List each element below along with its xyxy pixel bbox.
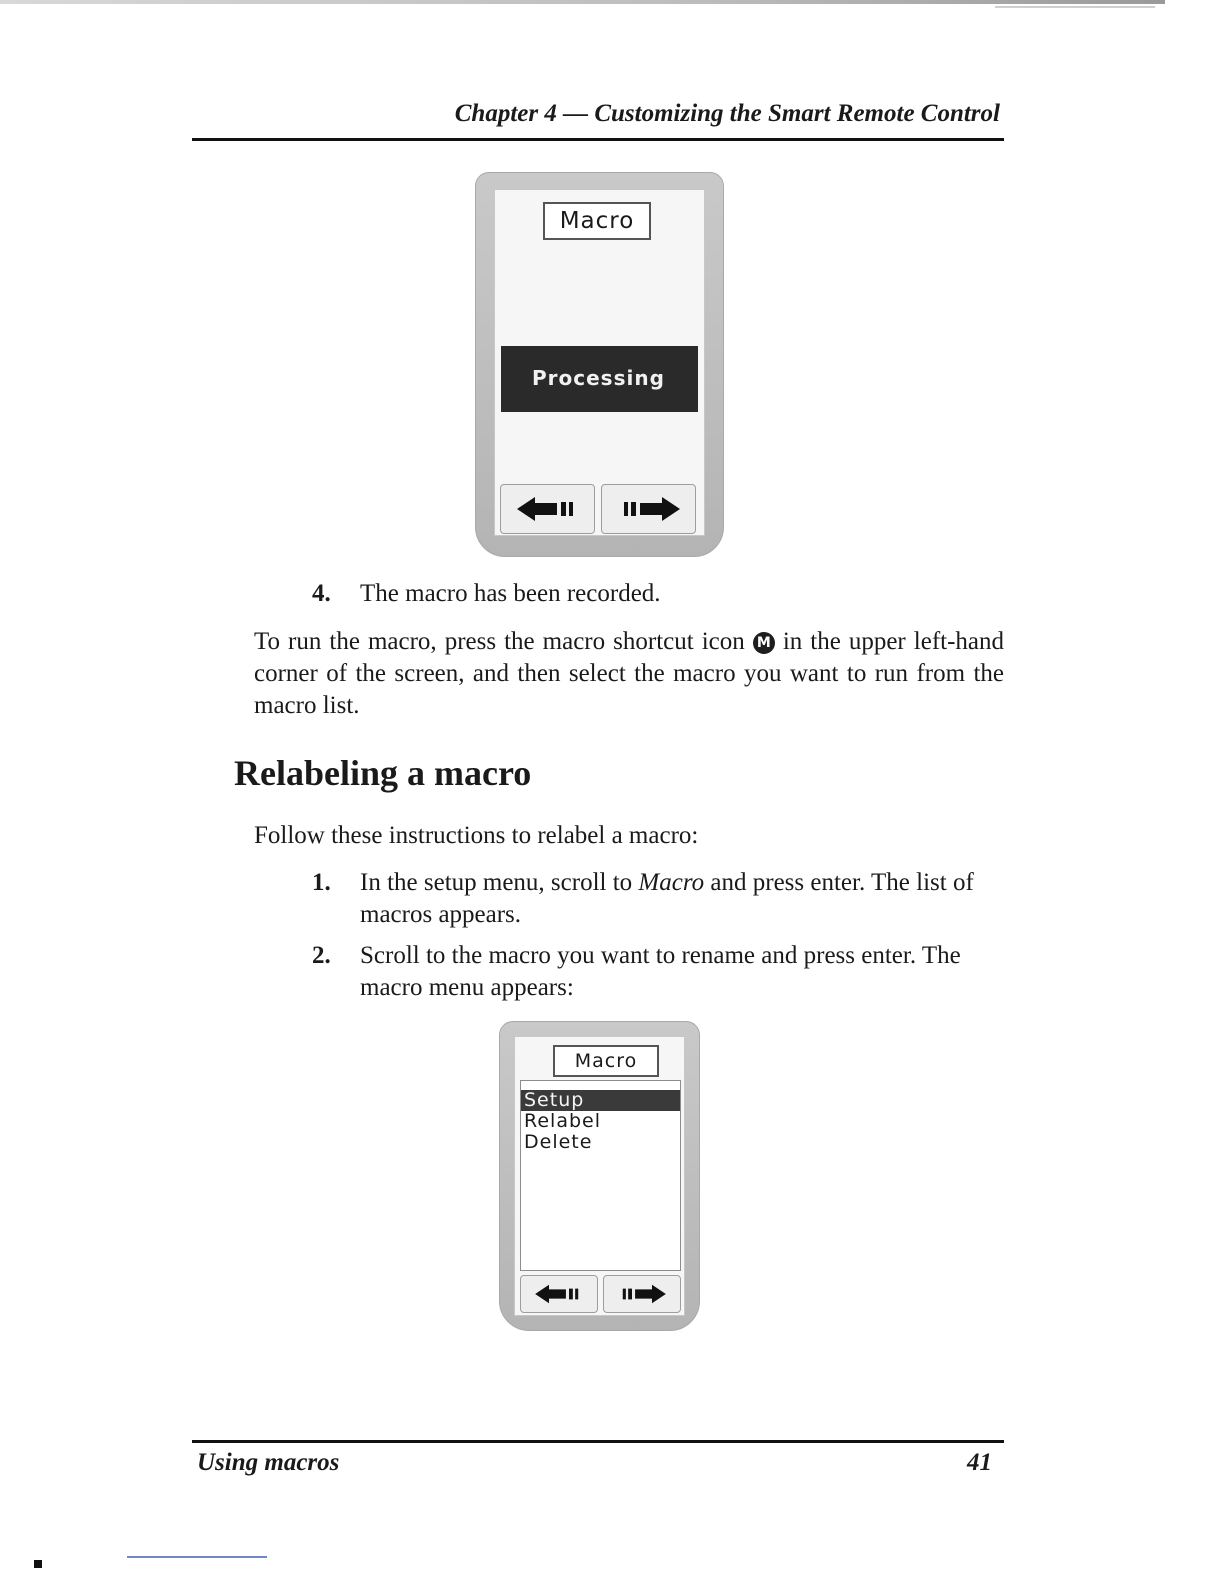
footer-section-title: Using macros: [197, 1449, 340, 1476]
processing-text: Processing: [532, 366, 665, 390]
chapter-title: Chapter 4 — Customizing the Smart Remote Control: [454, 100, 1000, 127]
screen-area: [494, 189, 705, 536]
previous-button[interactable]: [500, 484, 595, 534]
menu-item-relabel[interactable]: Relabel: [524, 1110, 601, 1132]
step-1-text-pre: In the setup menu, scroll to: [360, 869, 639, 896]
macro-shortcut-icon: M: [753, 632, 775, 654]
run-macro-text-before: To run the macro, press the macro shortcut icon: [254, 628, 745, 655]
arrow-right-icon: [618, 1284, 666, 1304]
arrow-right-icon: [618, 496, 680, 522]
processing-status: [501, 346, 698, 412]
next-button[interactable]: [603, 1275, 681, 1313]
remote-screen-macro-menu: [499, 1021, 700, 1331]
step-2-number: 2.: [312, 942, 331, 969]
previous-button[interactable]: [520, 1275, 598, 1313]
section-intro: Follow these instructions to relabel a macro:: [254, 822, 699, 849]
page-number: 41: [967, 1449, 992, 1476]
step-4-text: The macro has been recorded.: [360, 580, 661, 607]
scan-edge-top: [0, 0, 1165, 4]
run-macro-text-after: in the upper left-hand corner of the screen, and then select the macro you want to run from the macro list.: [254, 628, 1005, 719]
next-button[interactable]: [601, 484, 696, 534]
step-1-emphasis: Macro: [638, 869, 705, 896]
run-macro-paragraph: [254, 626, 1004, 722]
section-heading: Relabeling a macro: [234, 753, 532, 793]
step-2-text: Scroll to the macro you want to rename and press enter. The macro menu appears:: [360, 942, 961, 1001]
menu-item-delete[interactable]: Delete: [524, 1131, 593, 1153]
scan-edge-top-mark: [995, 6, 1155, 8]
arrow-left-icon: [517, 496, 579, 522]
screen-title: Macro: [553, 1045, 659, 1077]
step-1-number: 1.: [312, 869, 331, 896]
page-footer: [192, 1440, 1004, 1476]
scan-edge-bottom: [127, 1556, 267, 1558]
arrow-left-icon: [535, 1284, 583, 1304]
page-header: [192, 100, 1004, 141]
step-1-text-post: and press enter. The list of macros appears.: [360, 869, 974, 928]
screen-title: Macro: [543, 202, 651, 240]
screen-area: [514, 1036, 685, 1316]
menu-item-setup[interactable]: Setup: [521, 1090, 680, 1111]
step-4-number: 4.: [312, 580, 331, 607]
step-1-text: [360, 867, 1010, 931]
remote-screen-processing: [475, 172, 724, 557]
macro-menu-list: [520, 1080, 681, 1271]
scan-mark: [34, 1560, 42, 1568]
